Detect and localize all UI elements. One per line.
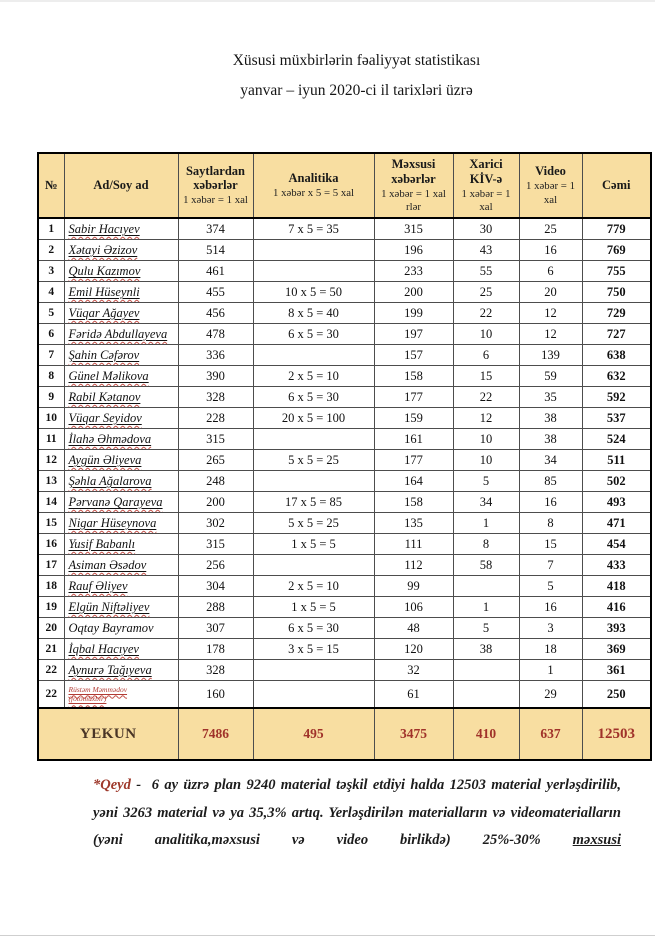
correspondent-name: Elgün Niftəliyev — [64, 597, 178, 618]
video-value: 34 — [519, 450, 582, 471]
document-title — [0, 0, 655, 106]
video-value: 12 — [519, 324, 582, 345]
site-news-value: 200 — [178, 492, 253, 513]
table-row — [38, 471, 651, 492]
total-xarici: 410 — [453, 708, 519, 760]
correspondent-name: Qulu Kazımov — [64, 261, 178, 282]
video-value: 5 — [519, 576, 582, 597]
site-news-value: 302 — [178, 513, 253, 534]
table-row — [38, 387, 651, 408]
analytics-value: 2 x 5 = 10 — [253, 366, 374, 387]
row-number: 12 — [38, 450, 64, 471]
special-news-value: 315 — [374, 218, 453, 240]
total-cemi: 12503 — [582, 708, 651, 760]
video-value: 25 — [519, 218, 582, 240]
table-header — [38, 153, 651, 218]
column-header-no — [38, 153, 64, 218]
video-value: 85 — [519, 471, 582, 492]
site-news-value: 336 — [178, 345, 253, 366]
video-value: 3 — [519, 618, 582, 639]
correspondent-name: Günel Məlikova — [64, 366, 178, 387]
table-row — [38, 450, 651, 471]
analytics-value: 20 x 5 = 100 — [253, 408, 374, 429]
column-label: Ad/Soy ad — [93, 178, 149, 193]
analytics-value: 1 x 5 = 5 — [253, 534, 374, 555]
video-value: 12 — [519, 303, 582, 324]
table-row — [38, 576, 651, 597]
column-label: № — [44, 178, 58, 193]
video-value: 16 — [519, 597, 582, 618]
analytics-value — [253, 345, 374, 366]
special-news-value: 157 — [374, 345, 453, 366]
special-news-value: 200 — [374, 282, 453, 303]
video-value: 29 — [519, 681, 582, 709]
total-value: 416 — [582, 597, 651, 618]
analytics-value — [253, 660, 374, 681]
foreign-media-value: 22 — [453, 387, 519, 408]
video-value: 35 — [519, 387, 582, 408]
foreign-media-value — [453, 681, 519, 709]
correspondent-name: Şəhla Ağalarova — [64, 471, 178, 492]
row-number: 17 — [38, 555, 64, 576]
statistics-table — [37, 152, 652, 761]
special-news-value: 48 — [374, 618, 453, 639]
foreign-media-value: 22 — [453, 303, 519, 324]
total-value: 769 — [582, 240, 651, 261]
foreign-media-value: 10 — [453, 450, 519, 471]
row-number: 5 — [38, 303, 64, 324]
correspondent-name: Fəridə Abdullayeva — [64, 324, 178, 345]
table-footer — [38, 708, 651, 760]
video-value: 1 — [519, 660, 582, 681]
table-row — [38, 597, 651, 618]
analytics-value: 17 x 5 = 85 — [253, 492, 374, 513]
foreign-media-value: 10 — [453, 324, 519, 345]
total-value: 471 — [582, 513, 651, 534]
row-number: 15 — [38, 513, 64, 534]
total-row — [38, 708, 651, 760]
total-value: 537 — [582, 408, 651, 429]
table-body — [38, 218, 651, 708]
total-sayt: 7486 — [178, 708, 253, 760]
correspondent-name: Rauf Əliyev — [64, 576, 178, 597]
foreign-media-value: 1 — [453, 513, 519, 534]
site-news-value: 456 — [178, 303, 253, 324]
foreign-media-value: 6 — [453, 345, 519, 366]
column-label: Məxsusi xəbərlər — [391, 157, 436, 186]
total-video: 637 — [519, 708, 582, 760]
row-number: 22 — [38, 681, 64, 709]
table-row — [38, 555, 651, 576]
analytics-value — [253, 429, 374, 450]
analytics-value: 8 x 5 = 40 — [253, 303, 374, 324]
site-news-value: 455 — [178, 282, 253, 303]
total-value: 250 — [582, 681, 651, 709]
video-value: 7 — [519, 555, 582, 576]
special-news-value: 135 — [374, 513, 453, 534]
special-news-value: 164 — [374, 471, 453, 492]
total-value: 779 — [582, 218, 651, 240]
site-news-value: 178 — [178, 639, 253, 660]
title-line-1: Xüsusi müxbirlərin fəaliyyət statistikası — [232, 52, 481, 69]
table-row — [38, 240, 651, 261]
special-news-value: 159 — [374, 408, 453, 429]
row-number: 1 — [38, 218, 64, 240]
analytics-value: 6 x 5 = 30 — [253, 618, 374, 639]
video-value: 38 — [519, 429, 582, 450]
analytics-value: 5 x 5 = 25 — [253, 450, 374, 471]
site-news-value: 315 — [178, 534, 253, 555]
row-number: 3 — [38, 261, 64, 282]
video-value: 15 — [519, 534, 582, 555]
total-value: 502 — [582, 471, 651, 492]
site-news-value: 248 — [178, 471, 253, 492]
note-emphasis: məxsusi — [572, 832, 621, 849]
site-news-value: 256 — [178, 555, 253, 576]
site-news-value: 304 — [178, 576, 253, 597]
special-news-value: 233 — [374, 261, 453, 282]
special-news-value: 199 — [374, 303, 453, 324]
site-news-value: 265 — [178, 450, 253, 471]
column-label: Analitika — [288, 171, 339, 186]
correspondent-name: Vüqar Seyidov — [64, 408, 178, 429]
column-label: Xarici KİV-ə — [469, 157, 503, 186]
analytics-value: 3 x 5 = 15 — [253, 639, 374, 660]
video-value: 38 — [519, 408, 582, 429]
total-value: 727 — [582, 324, 651, 345]
total-analitika: 495 — [253, 708, 374, 760]
table-row — [38, 366, 651, 387]
analytics-value — [253, 471, 374, 492]
foreign-media-value: 8 — [453, 534, 519, 555]
column-scoring-rule: 1 xəbər x 5 = 5 xal — [272, 186, 355, 199]
row-number: 9 — [38, 387, 64, 408]
foreign-media-value: 43 — [453, 240, 519, 261]
page-top-border — [0, 0, 655, 2]
table-row — [38, 534, 651, 555]
note-label: *Qeyd — [93, 777, 131, 793]
analytics-value: 5 x 5 = 25 — [253, 513, 374, 534]
video-value: 16 — [519, 492, 582, 513]
total-mexsusi: 3475 — [374, 708, 453, 760]
analytics-value: 2 x 5 = 10 — [253, 576, 374, 597]
column-header-analitika — [253, 153, 374, 218]
foreign-media-value: 12 — [453, 408, 519, 429]
site-news-value: 160 — [178, 681, 253, 709]
foreign-media-value — [453, 576, 519, 597]
row-number: 14 — [38, 492, 64, 513]
table-row — [38, 618, 651, 639]
row-number: 18 — [38, 576, 64, 597]
title-line-2: yanvar – iyun 2020-ci il tarixləri üzrə — [240, 82, 473, 99]
correspondent-name: Sabir Hacıyev — [64, 218, 178, 240]
video-value: 8 — [519, 513, 582, 534]
column-header-mexsusi — [374, 153, 453, 218]
site-news-value: 461 — [178, 261, 253, 282]
row-number: 6 — [38, 324, 64, 345]
special-news-value: 177 — [374, 387, 453, 408]
total-value: 750 — [582, 282, 651, 303]
row-number: 20 — [38, 618, 64, 639]
column-scoring-rule: 1 xəbər = 1 xal rlər — [381, 187, 446, 213]
correspondent-name: Oqtay Bayramov — [64, 618, 178, 639]
total-value: 369 — [582, 639, 651, 660]
row-number: 2 — [38, 240, 64, 261]
column-scoring-rule: 1 xəbər = 1 xal — [183, 194, 248, 207]
special-news-value: 197 — [374, 324, 453, 345]
analytics-value: 6 x 5 = 30 — [253, 387, 374, 408]
correspondent-name: Vüqar Ağayev — [64, 303, 178, 324]
correspondent-name: Nigar Hüseynova — [64, 513, 178, 534]
row-number: 13 — [38, 471, 64, 492]
video-value: 16 — [519, 240, 582, 261]
note-body: 6 ay üzrə plan 9240 material təşkil etdiyi halda 12503 material yerləşdirilib, yəni 3263 material və ya 35,3% artıq. Yerləşdirilən materialların və videomaterialların (yəni analitika,məxsusi və video birlikdə) 25%-30% — [93, 777, 622, 849]
special-news-value: 158 — [374, 366, 453, 387]
correspondent-name: İlahə Əhmədova — [64, 429, 178, 450]
table-row — [38, 218, 651, 240]
table-row — [38, 513, 651, 534]
foreign-media-value: 38 — [453, 639, 519, 660]
table-row — [38, 282, 651, 303]
table-row — [38, 429, 651, 450]
footnote — [93, 772, 621, 855]
foreign-media-value: 30 — [453, 218, 519, 240]
video-value: 139 — [519, 345, 582, 366]
video-value: 18 — [519, 639, 582, 660]
column-label: Video — [535, 164, 566, 179]
analytics-value: 7 x 5 = 35 — [253, 218, 374, 240]
column-header-cemi — [582, 153, 651, 218]
row-number: 21 — [38, 639, 64, 660]
correspondent-name: Pərvanə Qarayeva — [64, 492, 178, 513]
foreign-media-value: 5 — [453, 618, 519, 639]
site-news-value: 328 — [178, 387, 253, 408]
correspondent-name: Yusif Babanlı — [64, 534, 178, 555]
analytics-value: 10 x 5 = 50 — [253, 282, 374, 303]
special-news-value: 196 — [374, 240, 453, 261]
special-news-value: 111 — [374, 534, 453, 555]
site-news-value: 307 — [178, 618, 253, 639]
table-row — [38, 303, 651, 324]
site-news-value: 288 — [178, 597, 253, 618]
note-dash: - — [136, 777, 142, 793]
column-scoring-rule: 1 xəbər = 1 xal — [526, 180, 575, 206]
analytics-value — [253, 261, 374, 282]
column-header-video — [519, 153, 582, 218]
column-label: Saytlardan xəbərlər — [185, 163, 246, 193]
row-number: 7 — [38, 345, 64, 366]
special-news-value: 158 — [374, 492, 453, 513]
site-news-value: 478 — [178, 324, 253, 345]
table-row — [38, 345, 651, 366]
column-header-sayt — [178, 153, 253, 218]
total-value: 638 — [582, 345, 651, 366]
total-value: 418 — [582, 576, 651, 597]
site-news-value: 390 — [178, 366, 253, 387]
special-news-value: 177 — [374, 450, 453, 471]
analytics-value — [253, 681, 374, 709]
correspondent-name-line2: (fotomüxbir) — [68, 694, 107, 704]
correspondent-name: Aynurə Tağıyeva — [64, 660, 178, 681]
column-scoring-rule: 1 xəbər = 1 xal — [461, 187, 511, 213]
special-news-value: 161 — [374, 429, 453, 450]
correspondent-name: Emil Hüseynli — [64, 282, 178, 303]
column-header-xarici — [453, 153, 519, 218]
foreign-media-value — [453, 660, 519, 681]
foreign-media-value: 15 — [453, 366, 519, 387]
row-number: 4 — [38, 282, 64, 303]
column-header-name — [64, 153, 178, 218]
analytics-value — [253, 240, 374, 261]
total-value: 524 — [582, 429, 651, 450]
page-bottom-border — [0, 935, 655, 936]
correspondent-name: Aygün Əliyeva — [64, 450, 178, 471]
analytics-value — [253, 555, 374, 576]
table-row — [38, 681, 651, 709]
row-number: 22 — [38, 660, 64, 681]
row-number: 19 — [38, 597, 64, 618]
column-label: Cəmi — [602, 178, 631, 193]
correspondent-name: Xətayi Əzizov — [64, 240, 178, 261]
table-row — [38, 408, 651, 429]
correspondent-name: Rabil Kətanov — [64, 387, 178, 408]
table-row — [38, 660, 651, 681]
table-row — [38, 492, 651, 513]
video-value: 20 — [519, 282, 582, 303]
special-news-value: 32 — [374, 660, 453, 681]
site-news-value: 374 — [178, 218, 253, 240]
video-value: 59 — [519, 366, 582, 387]
total-value: 361 — [582, 660, 651, 681]
foreign-media-value: 10 — [453, 429, 519, 450]
foreign-media-value: 34 — [453, 492, 519, 513]
total-value: 454 — [582, 534, 651, 555]
table-row — [38, 639, 651, 660]
total-value: 511 — [582, 450, 651, 471]
special-news-value: 106 — [374, 597, 453, 618]
table-row — [38, 261, 651, 282]
row-number: 10 — [38, 408, 64, 429]
site-news-value: 228 — [178, 408, 253, 429]
foreign-media-value: 25 — [453, 282, 519, 303]
total-value: 393 — [582, 618, 651, 639]
total-value: 433 — [582, 555, 651, 576]
table-row — [38, 324, 651, 345]
total-value: 632 — [582, 366, 651, 387]
foreign-media-value: 5 — [453, 471, 519, 492]
total-value: 592 — [582, 387, 651, 408]
foreign-media-value: 55 — [453, 261, 519, 282]
analytics-value: 1 x 5 = 5 — [253, 597, 374, 618]
row-number: 8 — [38, 366, 64, 387]
special-news-value: 120 — [374, 639, 453, 660]
special-news-value: 99 — [374, 576, 453, 597]
total-value: 729 — [582, 303, 651, 324]
correspondent-name: Şahin Cəfərov — [64, 345, 178, 366]
total-value: 755 — [582, 261, 651, 282]
row-number: 11 — [38, 429, 64, 450]
foreign-media-value: 58 — [453, 555, 519, 576]
correspondent-name: İqbal Hacıyev — [64, 639, 178, 660]
video-value: 6 — [519, 261, 582, 282]
analytics-value: 6 x 5 = 30 — [253, 324, 374, 345]
correspondent-name: Rüstəm Məmmədov (fotomüxbir) — [64, 681, 178, 709]
special-news-value: 112 — [374, 555, 453, 576]
correspondent-name: Asiman Əsədov — [64, 555, 178, 576]
foreign-media-value: 1 — [453, 597, 519, 618]
table-header-row — [38, 153, 651, 218]
site-news-value: 328 — [178, 660, 253, 681]
row-number: 16 — [38, 534, 64, 555]
special-news-value: 61 — [374, 681, 453, 709]
site-news-value: 315 — [178, 429, 253, 450]
total-value: 493 — [582, 492, 651, 513]
site-news-value: 514 — [178, 240, 253, 261]
total-label: YEKUN — [38, 708, 178, 760]
